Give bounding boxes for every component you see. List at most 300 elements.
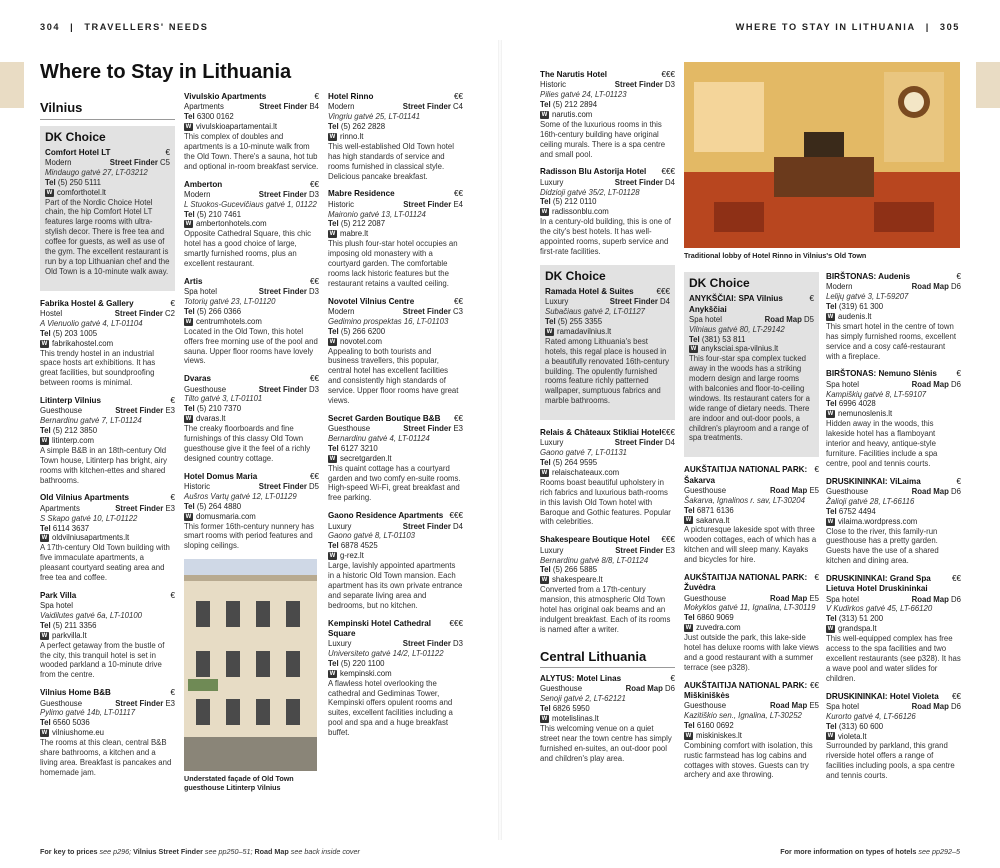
- tel-label: Tel: [684, 720, 695, 730]
- web-icon: W: [185, 123, 192, 130]
- map-reference: [626, 684, 675, 694]
- hotel-name: [684, 573, 819, 594]
- column-6: [826, 272, 961, 789]
- web-icon: W: [827, 518, 834, 525]
- hotel-type: Modern: [826, 282, 853, 292]
- tel-number: 6860 9069: [696, 613, 734, 623]
- hotel-name-text: Fabrika Hostel & Gallery: [40, 298, 134, 308]
- hotel-entry: [40, 493, 175, 582]
- hotel-website: [826, 312, 961, 322]
- hotel-type-line: [328, 522, 463, 532]
- hotel-description: This well-equipped complex has free access to the spa facilities and two excellent restaurants (see p328). It has a wave pool and water slides for children.: [826, 634, 961, 683]
- hotel-name: [45, 148, 170, 158]
- hotel-address: Pylimo gatvė 14b, LT-01117: [40, 708, 136, 718]
- hotel-description: This well-established Old Town hotel has high standards of service and rooms furnished in classical style. Delicious pancake breakfast.: [328, 141, 454, 181]
- hotel-entry: [184, 472, 319, 552]
- price-band: €€: [309, 179, 319, 189]
- web-url: parkvilla.lt: [52, 630, 87, 640]
- hotel-phone: [45, 178, 170, 188]
- hotel-type: Hostel: [40, 308, 63, 318]
- web-icon: W: [329, 133, 336, 140]
- hotel-type-line: [40, 601, 175, 611]
- hotel-description: In a century-old building, this is one of the city's best hotels. It has well-appointed rooms, superb service and first-rate facilities.: [540, 217, 671, 256]
- hotel-address: Vilniaus gatvė 80, LT-29142: [689, 324, 785, 334]
- footer-key-ref: see p296;: [99, 846, 132, 856]
- tel-label: Tel: [40, 620, 51, 630]
- tel-number: (5) 210 7461: [196, 209, 242, 219]
- hotel-phone: [328, 219, 463, 229]
- price-band: €: [956, 476, 961, 486]
- hotel-type: Guesthouse: [40, 698, 83, 708]
- price-band: €€€: [661, 428, 675, 438]
- hotel-entry: [328, 619, 463, 738]
- hotel-type: Modern: [328, 306, 355, 316]
- tel-number: (5) 266 5885: [552, 565, 598, 575]
- web-url: nemunoslenis.lt: [838, 409, 893, 419]
- hotel-phone: [826, 399, 961, 409]
- web-url: secretgarden.lt: [340, 453, 392, 463]
- web-url: vilaima.wordpress.com: [838, 516, 918, 526]
- hotel-description: Appealing to both tourists and business travellers, this popular, central hotel has excellent facilities and consistently high standards of service. Upper floor rooms have great views.: [328, 346, 459, 405]
- hotel-type-line: [40, 309, 175, 319]
- hotel-address: A Vienuolio gatvė 4, LT-01104: [40, 318, 143, 328]
- hotel-address: Bernardinu gatvė 4, LT-01124: [328, 434, 430, 443]
- web-url: novotel.com: [340, 336, 383, 346]
- map-label: Street Finder: [402, 521, 451, 531]
- map-grid: D5: [309, 481, 319, 491]
- price-band: €€: [453, 92, 463, 101]
- hotel-name: [826, 692, 961, 702]
- hotel-website: [684, 623, 819, 633]
- lobby-photo-block: [684, 62, 960, 260]
- hotel-entry: [826, 369, 961, 468]
- map-label: Street Finder: [403, 424, 452, 434]
- price-band: €: [170, 493, 175, 503]
- hotel-website: [540, 468, 675, 478]
- hotel-website: [184, 219, 319, 229]
- hotel-phone: [684, 721, 819, 731]
- web-icon: W: [185, 221, 192, 228]
- hotel-name: [328, 92, 463, 102]
- map-reference: [259, 385, 319, 395]
- map-label: Road Map: [911, 486, 949, 496]
- map-reference: [770, 594, 819, 604]
- hotel-type: Guesthouse: [826, 486, 869, 496]
- footer-more-info: For more information on types of hotels: [780, 846, 917, 856]
- hotel-name-text: Relais & Châteaux Stikliai Hotel: [540, 428, 662, 438]
- price-band: €€€: [661, 535, 675, 545]
- hotel-name-text: Old Vilnius Apartments: [40, 493, 130, 503]
- hotel-entry: [328, 414, 463, 503]
- hotel-type: Historic: [328, 199, 354, 209]
- hotel-phone: [540, 197, 675, 207]
- hotel-type-line: [684, 486, 819, 496]
- hotel-phone: [184, 112, 319, 122]
- tel-label: Tel: [40, 426, 51, 436]
- hotel-website: [184, 122, 319, 132]
- hotel-description: This former 16th-century nunnery has smart rooms with period features and sloping ceilings.: [184, 521, 315, 551]
- web-icon: W: [541, 469, 548, 476]
- tel-number: (5) 264 9595: [552, 458, 598, 468]
- tel-number: 6826 5950: [552, 704, 590, 714]
- hotel-description: Rated among Lithuania's best hotels, this regal place is housed in a beautifully renovated 16th-century building. The opulently furnished rooms feature richly patterned wallpaper, sumptuous fabrics and marble bathrooms.: [545, 336, 669, 406]
- tel-label: Tel: [545, 317, 556, 327]
- hotel-website: [40, 533, 175, 543]
- hotel-name: [184, 180, 319, 190]
- web-url: domusmaria.com: [196, 511, 256, 521]
- hotel-website: [684, 516, 819, 526]
- hotel-type: Luxury: [328, 639, 352, 649]
- hotel-name-text: Kempinski Hotel Cathedral Square: [328, 618, 431, 638]
- tel-label: Tel: [328, 219, 339, 229]
- hotel-description: The creaky floorboards and fine furnishings of this classy Old Town guesthouse give it the feel of a richly designed country cottage.: [184, 424, 311, 463]
- map-reference: [115, 504, 175, 514]
- map-grid: D4: [665, 438, 675, 448]
- map-reference: [259, 287, 319, 297]
- hotel-website: [826, 517, 961, 527]
- price-band: €: [170, 396, 175, 406]
- hotel-website: [40, 728, 175, 738]
- hotel-description: Opposite Cathedral Square, this chic hotel has a good choice of large, smartly furnished rooms, plus an excellent restaurant.: [184, 229, 311, 268]
- thumb-tab-right: [976, 62, 1000, 108]
- column-1: [40, 100, 175, 786]
- hotel-address: Mokyklos gatvė 11, Ignalina, LT-30119: [684, 603, 816, 613]
- hotel-phone: [40, 426, 175, 436]
- hotel-description: Close to the river, this family-run guesthouse has a pretty garden. Guests have the use of a shared kitchen and dining area.: [826, 526, 939, 566]
- tel-number: (5) 211 3356: [52, 620, 97, 630]
- web-icon: W: [46, 189, 53, 196]
- dk-choice-heading: DK Choice: [45, 129, 106, 144]
- tel-number: (5) 212 2087: [340, 219, 386, 229]
- price-band: €€€: [661, 70, 675, 79]
- tel-number: (5) 250 5111: [57, 177, 101, 187]
- hotel-phone: [328, 541, 463, 551]
- hotel-description: Part of the Nordic Choice Hotel chain, the hip Comfort Hotel LT features large rooms with ultra-stylish decor. There is free tea and coffee for guests, as well as use of the gym. The excellent restaurant is run by a top Lithuanian chef and the Old Town is a 10-minute walk away.: [45, 197, 170, 276]
- map-label: Street Finder: [258, 189, 307, 199]
- tel-number: 6996 4028: [838, 399, 876, 409]
- tel-label: Tel: [328, 326, 339, 336]
- running-header-right: WHERE TO STAY IN LITHUANIA | 305: [735, 22, 960, 32]
- map-reference: [610, 297, 670, 307]
- hotel-type-line: [540, 178, 675, 188]
- hotel-name: [40, 299, 175, 309]
- footer-key-label: For key to prices: [40, 846, 98, 856]
- hotel-phone: [328, 327, 463, 337]
- hotel-type-line: [328, 424, 463, 434]
- hotel-address: V Kudirkos gatvė 45, LT-66120: [826, 604, 933, 614]
- map-label: Street Finder: [614, 438, 663, 448]
- web-url: relaischateaux.com: [552, 468, 620, 478]
- web-url: centrumhotels.com: [196, 316, 262, 326]
- price-band: €€: [453, 413, 463, 423]
- price-band: €: [165, 147, 170, 157]
- tel-number: (5) 220 1100: [340, 658, 385, 668]
- tel-label: Tel: [184, 501, 195, 511]
- footer-more-info-ref: see pp292–5: [918, 846, 960, 856]
- web-url: anyksciai.spa-vilnius.lt: [701, 344, 779, 354]
- price-band: €€€: [656, 287, 670, 297]
- web-icon: W: [690, 346, 697, 353]
- price-band: €: [956, 369, 961, 379]
- tel-number: (5) 262 2828: [340, 122, 386, 132]
- hotel-address: Subačiaus gatvė 2, LT-01127: [545, 307, 645, 317]
- map-label: Road Map: [770, 485, 808, 495]
- hotel-type: Modern: [328, 102, 355, 112]
- web-url: motelislinas.lt: [552, 714, 599, 724]
- hotel-website: [40, 436, 175, 446]
- hotel-description: A picturesque lakeside spot with three wooden cottages, each of which has a kitchen and will sleep many. Kayaks and bicycles for hire.: [684, 525, 817, 565]
- hotel-phone: [540, 100, 675, 110]
- web-icon: W: [827, 411, 834, 418]
- hotel-entry: [540, 428, 675, 527]
- hotel-phone: [328, 444, 463, 454]
- tel-label: Tel: [684, 613, 695, 623]
- hotel-type-line: [328, 200, 463, 210]
- guesthouse-facade-photo: [184, 559, 317, 771]
- dk-choice-heading-3: DK Choice: [689, 276, 750, 290]
- hotel-type-line: [540, 684, 675, 694]
- tel-number: 6752 4494: [838, 506, 876, 516]
- hotel-description: This welcoming venue on a quiet street near the town centre has simply furnished en-suites, an out-door pool and children's play area.: [540, 723, 672, 763]
- tel-number: (5) 212 0110: [552, 197, 597, 207]
- hotel-description: This trendy hostel in an industrial space hosts art exhibitions. It has great facilities, but soundproofing between rooms is minimal.: [40, 348, 156, 388]
- map-grid: D3: [453, 639, 463, 649]
- web-url: grandspa.lt: [838, 624, 877, 634]
- hotel-address: Senoji gatvė 2, LT-62121: [540, 694, 626, 704]
- web-url: zuvedra.com: [696, 623, 741, 633]
- hotel-type-line: [328, 639, 463, 649]
- hotel-entry: [826, 477, 961, 566]
- hotel-name: [826, 574, 961, 595]
- thumb-tab-left: [0, 62, 24, 108]
- hotel-name: [540, 167, 675, 177]
- hotel-name: [826, 369, 961, 379]
- hotel-type: Historic: [540, 80, 566, 90]
- hotel-entry: [540, 70, 675, 159]
- hotel-address: L Stuokos-Gucevičiaus gatvė 1, 01122: [184, 199, 317, 209]
- hotel-description: This smart hotel in the centre of town has simply furnished rooms, excellent service and a cosy café-restaurant with a fireplace.: [826, 321, 957, 361]
- map-grid: C3: [453, 306, 463, 316]
- hotel-name-text: DRUSKININKAI: ViLaima: [826, 476, 921, 486]
- map-grid: D6: [951, 594, 961, 604]
- hotel-name-text: Amberton: [184, 179, 223, 189]
- hotel-type: Luxury: [545, 297, 569, 307]
- map-label: Street Finder: [115, 406, 164, 416]
- tel-number: (381) 53 811: [701, 334, 746, 344]
- hotel-type-line: [689, 315, 814, 325]
- tel-number: (5) 212 3850: [52, 426, 98, 436]
- hotel-description: Rooms boast beautiful upholstery in rich fabrics and luxurious bath-rooms in this lavish Old Town hotel with Baroque and Gothic features. Popular with celebrities.: [540, 477, 671, 527]
- hotel-address: Kampiškių gatvė 8, LT-59107: [826, 389, 927, 399]
- hotel-entry: [40, 688, 175, 777]
- hotel-name: [328, 297, 463, 307]
- tel-label: Tel: [184, 112, 195, 122]
- hotel-name: [689, 294, 814, 315]
- web-url: fabrikahostel.com: [52, 338, 114, 348]
- running-header-left: 304 | TRAVELLERS' NEEDS: [40, 22, 209, 32]
- hotel-phone: [184, 307, 319, 317]
- price-band: €€: [453, 296, 463, 306]
- column-2: [184, 92, 319, 792]
- hotel-name: [328, 511, 463, 521]
- web-url: sakarva.lt: [696, 515, 730, 525]
- map-label: Road Map: [911, 701, 949, 711]
- hotel-name: [40, 688, 175, 698]
- footer-roadmap-ref: see back inside cover: [290, 846, 360, 856]
- hotel-phone: [689, 335, 814, 345]
- web-icon: W: [685, 625, 692, 632]
- web-icon: W: [541, 716, 548, 723]
- map-label: Street Finder: [402, 306, 451, 316]
- hotel-website: [826, 624, 961, 634]
- hotel-type: Luxury: [540, 545, 564, 555]
- map-reference: [259, 482, 319, 492]
- tel-label: Tel: [40, 328, 51, 338]
- web-icon: W: [541, 111, 548, 118]
- map-grid: C2: [165, 308, 175, 318]
- hotel-website: [184, 414, 319, 424]
- map-label: Road Map: [911, 379, 949, 389]
- tel-label: Tel: [540, 100, 551, 110]
- hotel-address: Aušros Vartų gatvė 12, LT-01129: [184, 491, 297, 501]
- hotel-type: Guesthouse: [40, 406, 83, 416]
- hotel-website: [328, 229, 463, 239]
- hotel-address: Lelijų gatvė 3, LT-59207: [826, 292, 909, 302]
- map-reference: [115, 699, 175, 709]
- hotel-type-line: [184, 385, 319, 395]
- tel-label: Tel: [684, 505, 695, 515]
- web-url: radissonblu.com: [552, 207, 609, 217]
- hotel-description: This quaint cottage has a courtyard garden and two comfy en-suite rooms. High-speed Wi-Fi, great breakfast and free parking.: [328, 463, 461, 503]
- tel-number: 6114 3637: [52, 523, 90, 533]
- web-url: violeta.lt: [838, 731, 867, 741]
- hotel-name-text: AUKŠTAITIJA NATIONAL PARK: Šakarva: [684, 465, 808, 485]
- hotel-phone: [826, 614, 961, 624]
- tel-label: Tel: [826, 302, 837, 312]
- hotel-type-line: [540, 438, 675, 448]
- hotel-description: Converted from a 17th-century mansion, this atmospheric Old Town hotel has original oak beams and an indulgent breakfast. Each of its rooms is named after a writer.: [540, 585, 671, 634]
- hotel-entry: [684, 681, 819, 781]
- hotel-entry: [826, 272, 961, 361]
- hotel-name-text: Vivulskio Apartments: [184, 92, 267, 101]
- web-icon: W: [185, 513, 192, 520]
- tel-label: Tel: [184, 209, 195, 219]
- hotel-address: Universiteto gatvė 14/2, LT-01122: [328, 648, 444, 658]
- price-band: €€€: [449, 618, 463, 628]
- hotel-name-text: Hotel Rinno: [328, 92, 374, 101]
- hotel-website: [826, 732, 961, 742]
- hotel-type-line: [40, 699, 175, 709]
- web-url: ambertonhotels.com: [196, 219, 267, 229]
- map-label: Street Finder: [115, 698, 164, 708]
- hotel-entry: [184, 277, 319, 366]
- web-url: mabre.lt: [340, 229, 369, 239]
- price-band: €: [170, 298, 175, 308]
- hotel-type: Guesthouse: [328, 424, 371, 434]
- tel-label: Tel: [184, 306, 195, 316]
- hotel-name: [826, 272, 961, 282]
- tel-label: Tel: [184, 404, 195, 414]
- map-grid: D3: [665, 80, 675, 90]
- hotel-address: Totorių gatvė 23, LT-01120: [184, 297, 276, 307]
- footer-right: [780, 847, 960, 856]
- hotel-name-text: Shakespeare Boutique Hotel: [540, 535, 650, 545]
- price-band: €€: [951, 574, 961, 584]
- hotel-name-text: Dvaras: [184, 374, 212, 384]
- map-reference: [115, 406, 175, 416]
- hotel-type: Modern: [184, 189, 211, 199]
- hotel-name: [328, 619, 463, 640]
- hotel-address: Vaidilutes gatvė 6a, LT-10100: [40, 611, 143, 621]
- map-grid: E3: [165, 698, 175, 708]
- map-reference: [615, 438, 675, 448]
- hotel-description: A 17th-century Old Town building with five immaculate apartments, a pleasant courtyard seating area and free tea and coffee.: [40, 543, 170, 582]
- map-reference: [403, 307, 463, 317]
- map-reference: [403, 200, 463, 210]
- hotel-entry: [184, 374, 319, 463]
- map-grid: D6: [951, 701, 961, 711]
- hotel-entry: [45, 148, 170, 277]
- map-reference: [912, 487, 961, 497]
- column-5: [684, 272, 819, 788]
- hotel-description: This plush four-star hotel occupies an imposing old monastery with a courtyard garden. The comfortable rooms lack historic features but the restaurant retains a vaulted ceiling.: [328, 239, 458, 288]
- tel-number: (5) 266 6200: [340, 326, 386, 336]
- hotel-website: [540, 110, 675, 120]
- hotel-type-line: [826, 595, 961, 605]
- hotel-type: Apartments: [40, 503, 80, 513]
- tel-number: 6560 5036: [52, 718, 90, 728]
- tel-label: Tel: [826, 721, 837, 731]
- tel-label: Tel: [328, 541, 339, 551]
- hotel-website: [328, 669, 463, 679]
- hotel-name: [684, 681, 819, 702]
- hotel-address: Kazitiškio sen., Ignalina, LT-30252: [684, 711, 802, 721]
- map-reference: [403, 424, 463, 434]
- web-icon: W: [329, 338, 336, 345]
- hotel-name: [328, 414, 463, 424]
- hotel-name-text: Vilnius Home B&B: [40, 688, 111, 698]
- column-4: [540, 70, 675, 772]
- map-grid: D6: [951, 379, 961, 389]
- hotel-type-line: [545, 297, 670, 307]
- hotel-phone: [40, 329, 175, 339]
- hotel-description: Large, lavishly appointed apartments in a historic Old Town mansion. Each apartment has its own private entrance and separate living area and bedrooms, but no kitchen.: [328, 561, 463, 610]
- hotel-name-text: BIRŠTONAS: Nemuno Slėnis: [826, 369, 937, 379]
- page-number-right: 305: [939, 22, 960, 32]
- page-gutter: [498, 40, 502, 840]
- hotel-description: A flawless hotel overlooking the cathedral and Gediminas Tower, Kempinski offers opulent rooms and suites, excellent facilities including a pool and spa and a huge breakfast buffet.: [328, 678, 453, 738]
- tel-label: Tel: [45, 177, 56, 187]
- hotel-website: [328, 551, 463, 561]
- web-icon: W: [541, 577, 548, 584]
- hotel-name: [540, 674, 675, 684]
- hotel-name-text: Radisson Blu Astorija Hotel: [540, 167, 647, 177]
- hotel-phone: [826, 302, 961, 312]
- map-grid: D4: [665, 177, 675, 187]
- hotel-name-text: ANYKŠČIAI: SPA Vilnius Anykščiai: [689, 294, 783, 314]
- hotel-name-text: Novotel Vilnius Centre: [328, 296, 415, 306]
- map-reference: [912, 282, 961, 292]
- hotel-description: The rooms at this clean, central B&B share bathrooms, a kitchen and a living area. Breakfast is pancakes and homemade jam.: [40, 738, 172, 777]
- hotel-description: This four-star spa complex tucked away in the woods has a striking modern design and large rooms with balconies and floor-to-ceiling windows. Its restaurant caters for a wide range of dietary needs. There are indoor and out-door pools, a children's playroom and a range of spa treatments.: [689, 354, 810, 443]
- map-grid: E3: [665, 545, 675, 555]
- map-reference: [912, 595, 961, 605]
- map-reference: [115, 309, 175, 319]
- hotel-website: [684, 731, 819, 741]
- hotel-address: Didzioji gatvė 35/2, LT-01128: [540, 187, 640, 197]
- map-label: Street Finder: [609, 297, 658, 307]
- hotel-type-line: [684, 701, 819, 711]
